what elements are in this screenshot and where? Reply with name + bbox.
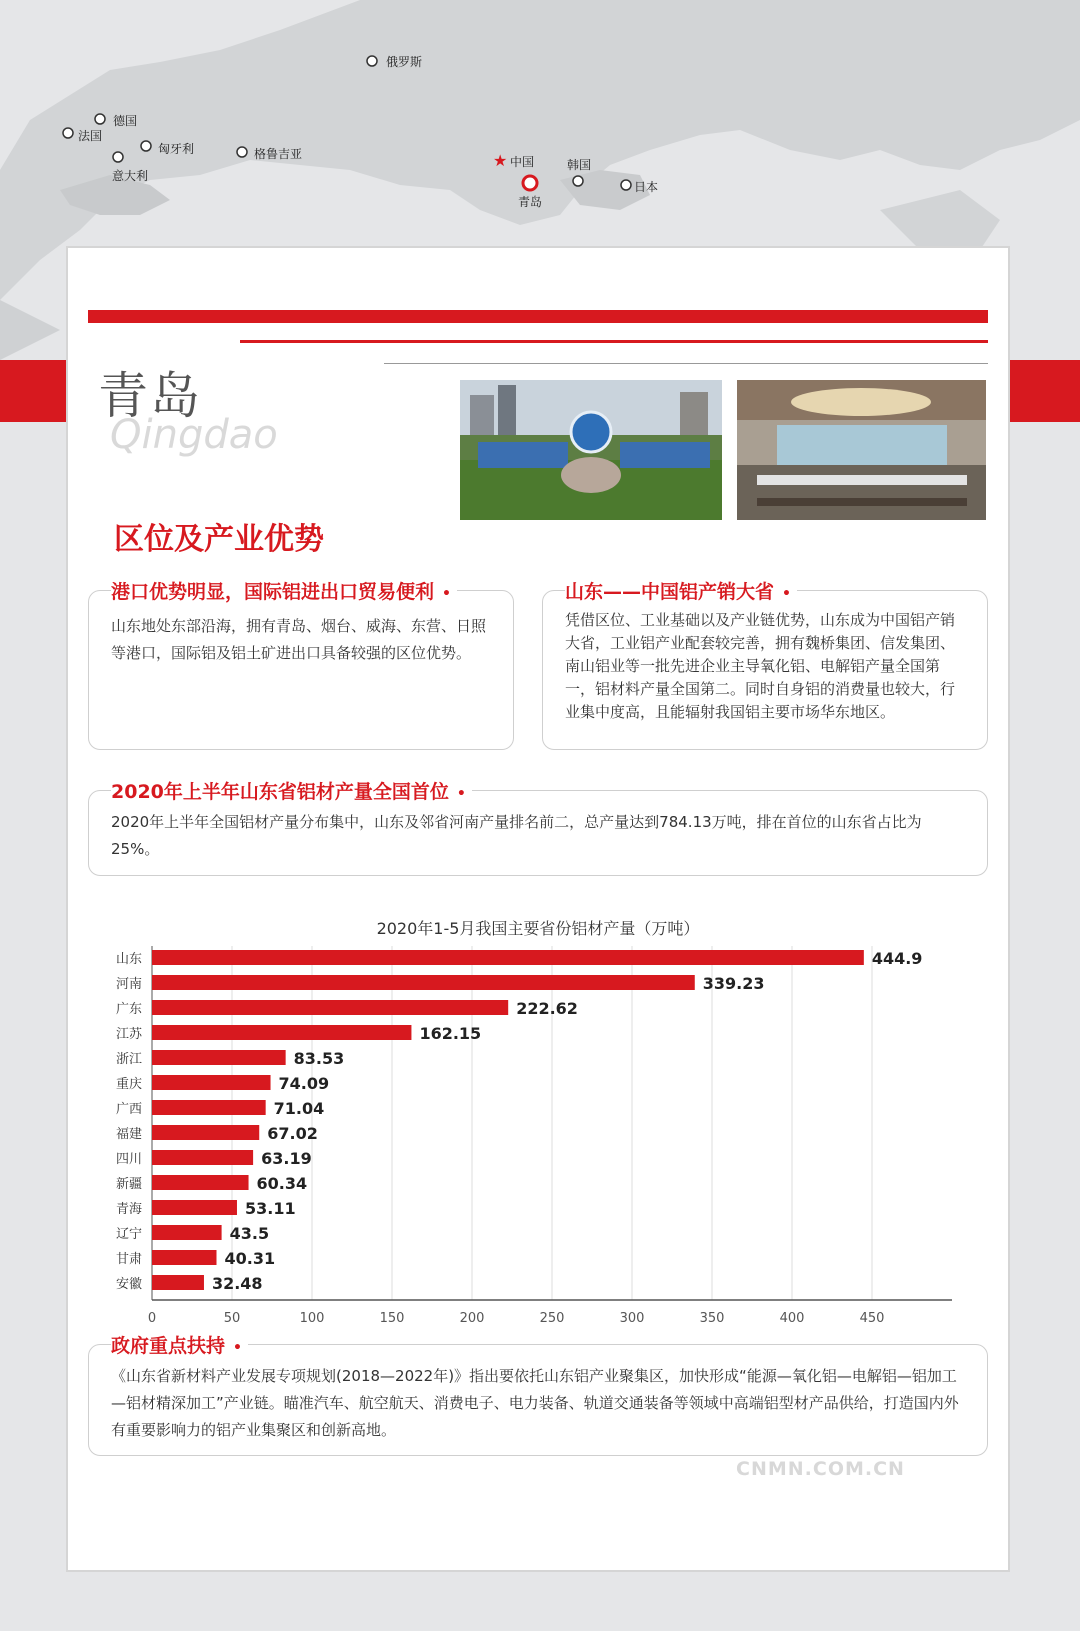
box-policy-title: [111, 1331, 248, 1358]
bar: [152, 1100, 266, 1115]
bar: [152, 1150, 253, 1165]
content-panel: [68, 248, 1008, 1570]
marker-korea: [573, 176, 583, 186]
x-tick-label: 100: [299, 1311, 325, 1326]
map-label-hungary: 匈牙利: [158, 142, 195, 156]
bullet-dot-icon: •: [456, 786, 466, 802]
box-port-text: 山东地处东部沿海，拥有青岛、烟台、威海、东营、日照等港口，国际铝及铝土矿进出口具备较强的区位优势。: [111, 617, 487, 662]
bar: [152, 1025, 411, 1040]
x-tick-label: 150: [379, 1311, 405, 1326]
x-tick-label: 200: [459, 1311, 485, 1326]
data-label: 74.09: [278, 1074, 330, 1093]
category-label: 江苏: [115, 1027, 142, 1042]
bullet-dot-icon: •: [233, 1340, 242, 1356]
chart-title: 2020年1-5月我国主要省份铝材产量（万吨）: [376, 919, 700, 938]
bar: [152, 975, 695, 990]
x-tick-label: 250: [539, 1311, 565, 1326]
bar: [152, 1275, 204, 1290]
watermark: CNMN.COM.CN: [736, 1458, 905, 1480]
city-name-chinese: 青岛: [98, 367, 202, 425]
box-policy-title-text: 政府重点扶持: [111, 1335, 226, 1357]
marker-japan: [621, 180, 631, 190]
bar: [152, 1225, 222, 1240]
data-label: 63.19: [261, 1149, 312, 1168]
data-label: 83.53: [293, 1049, 345, 1068]
x-tick-label: 0: [147, 1311, 157, 1326]
marker-france: [63, 128, 73, 138]
box-gov-support: [88, 1335, 988, 1456]
category-label: 河南: [115, 977, 142, 992]
category-label: 广西: [115, 1102, 142, 1117]
box-output-text: 2020年上半年全国铝材产量分布集中，山东及邻省河南产量排名前二，总产量达到784.13万吨，排在首位的山东省占比为25%。: [111, 813, 922, 858]
map-markers: [0, 0, 1080, 220]
data-label: 222.62: [516, 999, 578, 1018]
x-tick-label: 400: [779, 1311, 805, 1326]
city-name-english: Qingdao: [110, 412, 278, 458]
map-label-china: 中国: [510, 155, 535, 169]
data-label: 60.34: [256, 1174, 308, 1193]
box-port-title-text: 港口优势明显，国际铝进出口贸易便利: [111, 581, 435, 603]
data-label: 40.31: [224, 1249, 276, 1268]
bar-chart-svg: [98, 938, 978, 1338]
box-port-advantage: [88, 581, 514, 750]
category-label: 山东: [115, 952, 142, 967]
data-label: 53.11: [244, 1199, 296, 1218]
data-label: 339.23: [702, 974, 765, 993]
data-label: 162.15: [419, 1024, 482, 1043]
map-label-russia: 俄罗斯: [386, 55, 423, 69]
box-policy-text: 《山东省新材料产业发展专项规划(2018—2022年)》指出要依托山东铝产业聚集区，加快形成“能源—氧化铝—电解铝—铝加工—铝材精深加工”产业链。瞄准汽车、航空航天、消费电子、电力装备、轨道交通装备等领域中高端铝型材产品供给，打造国内外有重要影响力的铝产业集聚区和创新高地。: [111, 1367, 959, 1439]
bar: [152, 1250, 216, 1265]
category-label: 广东: [115, 1002, 142, 1017]
map-label-germany: 德国: [113, 114, 138, 128]
data-label: 67.02: [267, 1124, 318, 1143]
box-province-title-text: 山东——中国铝产销大省: [565, 581, 775, 603]
bar: [152, 1000, 508, 1015]
box-province-text: 凭借区位、工业基础以及产业链优势，山东成为中国铝产销大省，工业铝产业配套较完善，拥有魏桥集团、信发集团、南山铝业等一批先进企业主导氧化铝、电解铝产量全国第一，铝材料产量全国第二。同时自身铝的消费量也较大，行业集中度高，且能辐射我国铝主要市场华东地区。: [565, 611, 956, 721]
bullet-dot-icon: •: [782, 586, 791, 602]
bar: [152, 1125, 259, 1140]
category-label: 四川: [115, 1152, 142, 1167]
category-label: 重庆: [115, 1077, 142, 1092]
map-label-korea: 韩国: [567, 158, 592, 172]
data-label: 43.5: [229, 1224, 270, 1243]
x-tick-label: 300: [619, 1311, 645, 1326]
marker-georgia: [237, 147, 247, 157]
box-output-rank: [88, 781, 988, 876]
category-label: 辽宁: [115, 1227, 142, 1242]
map-label-italy: 意大利: [112, 169, 149, 183]
map-label-qingdao: 青岛: [518, 195, 543, 209]
china-star-icon: ★: [493, 151, 508, 170]
x-tick-label: 450: [859, 1311, 885, 1326]
box-output-title: [111, 777, 472, 804]
marker-germany: [95, 114, 105, 124]
category-label: 安徽: [115, 1277, 142, 1292]
box-aluminum-province: [542, 581, 988, 750]
map-label-japan: 日本: [634, 180, 659, 194]
marker-russia: [367, 56, 377, 66]
bar-chart: [98, 938, 978, 1342]
category-label: 甘肃: [115, 1252, 142, 1267]
red-stripe-thick: [88, 310, 988, 323]
marker-hungary: [141, 141, 151, 151]
data-label: 71.04: [273, 1099, 325, 1118]
section-title: 区位及产业优势: [114, 522, 324, 557]
category-label: 福建: [115, 1127, 142, 1142]
data-label: 444.9: [871, 949, 923, 968]
marker-qingdao: [523, 176, 537, 190]
marker-italy: [113, 152, 123, 162]
map-label-georgia: 格鲁吉亚: [254, 147, 303, 161]
bar: [152, 1175, 249, 1190]
category-label: 浙江: [115, 1052, 142, 1067]
bullet-dot-icon: •: [442, 586, 451, 602]
category-label: 青海: [115, 1202, 142, 1217]
data-label: 32.48: [211, 1274, 263, 1293]
photo-conference-hall: [737, 380, 986, 520]
x-tick-label: 350: [699, 1311, 725, 1326]
box-province-title: [565, 577, 797, 604]
box-output-title-text: 2020年上半年山东省铝材产量全国首位: [111, 781, 449, 803]
x-tick-label: 50: [223, 1311, 241, 1326]
bar: [152, 950, 864, 965]
bar: [152, 1075, 271, 1090]
red-stripe-thin: [240, 340, 988, 343]
photo-sco-monument: [460, 380, 722, 520]
bar: [152, 1050, 286, 1065]
category-label: 新疆: [115, 1177, 142, 1192]
box-port-title: [111, 577, 457, 604]
map-label-france: 法国: [78, 129, 103, 143]
grey-stripe: [384, 363, 988, 364]
bar: [152, 1200, 237, 1215]
